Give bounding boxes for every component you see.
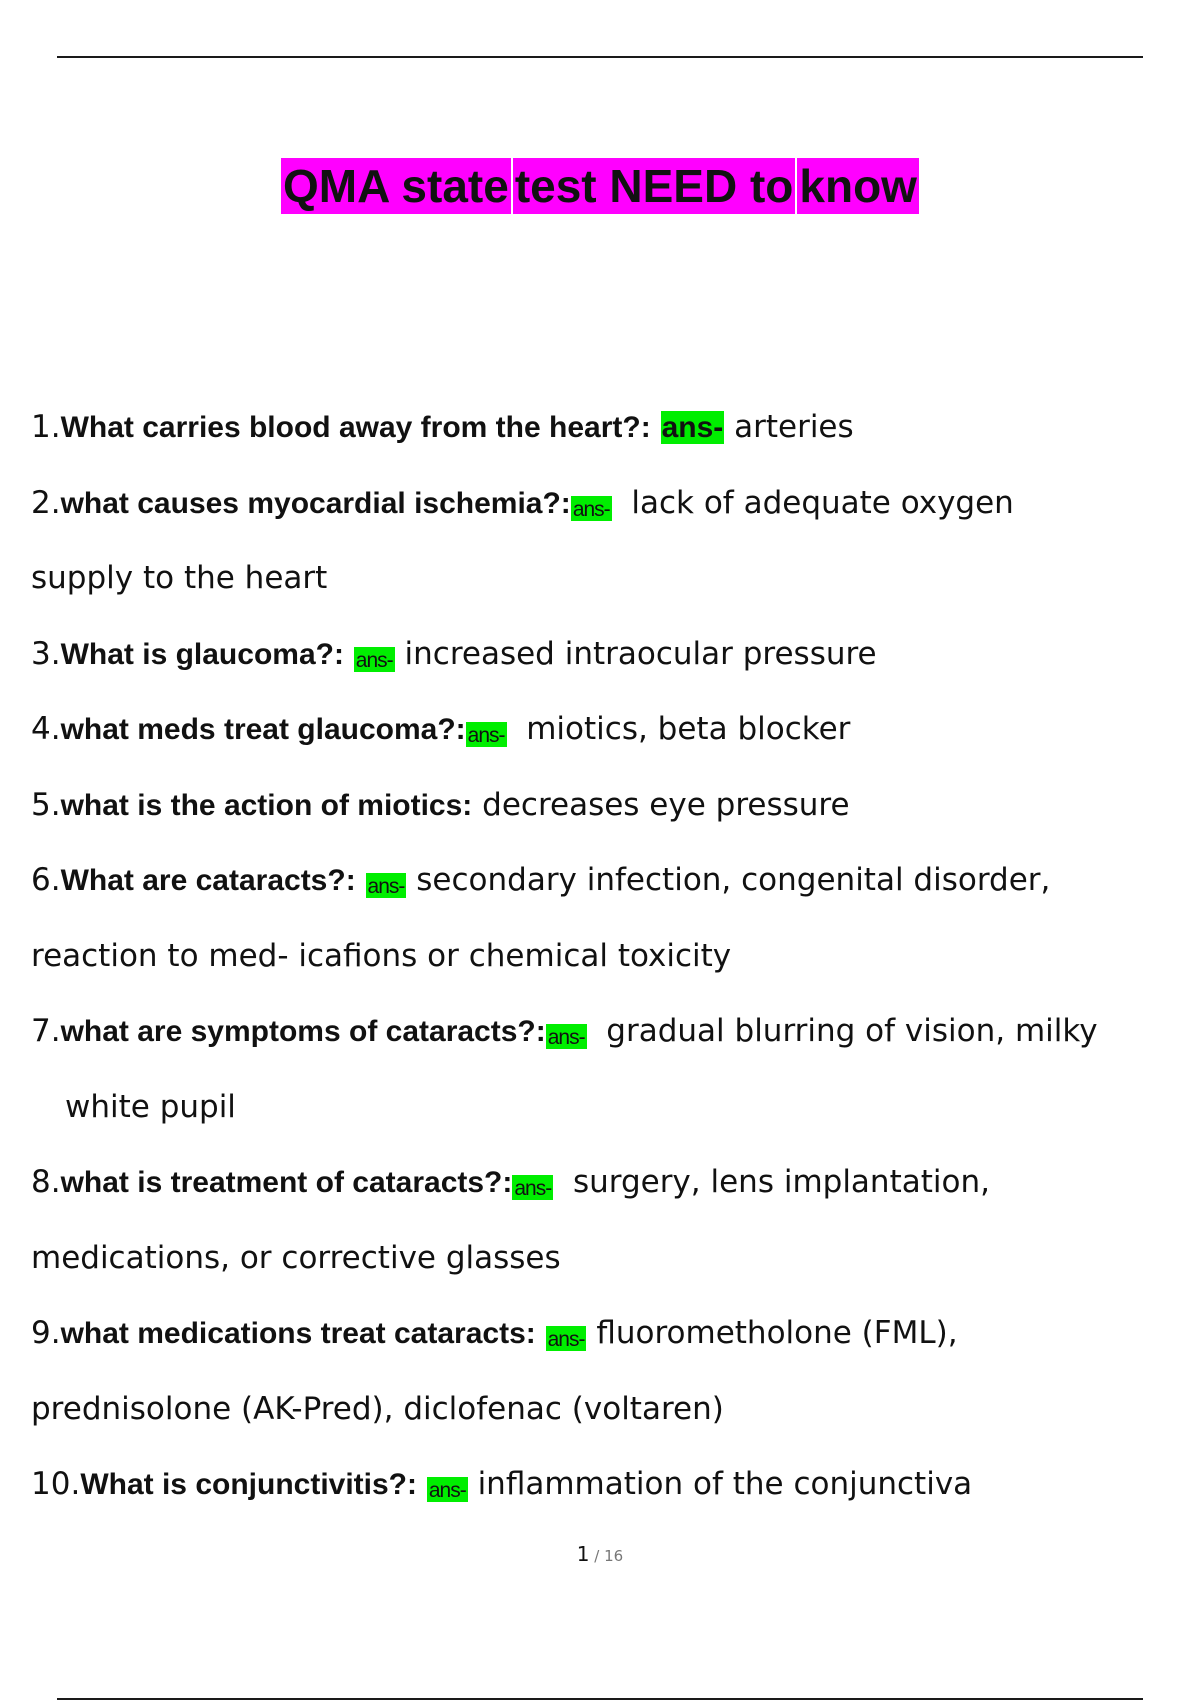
title-word-1: QMA state bbox=[283, 160, 509, 212]
ans-label: ans- bbox=[514, 1177, 552, 1200]
item-number: 8. bbox=[31, 1164, 61, 1200]
answer-continuation: supply to the heart bbox=[31, 560, 328, 596]
question-text: what is treatment of cataracts?: bbox=[60, 1166, 513, 1199]
answer-text: surgery, lens implantation, bbox=[553, 1164, 990, 1200]
qa-item-9 bbox=[31, 1296, 1181, 1372]
question-text: What is glaucoma?: bbox=[60, 637, 344, 671]
qa-item-7 bbox=[31, 994, 1181, 1070]
question-text: What are cataracts?: bbox=[60, 864, 356, 897]
page-number bbox=[0, 1542, 1200, 1566]
item-number: 2. bbox=[31, 484, 61, 521]
item-number: 9. bbox=[31, 1315, 61, 1351]
question-text: what meds treat glaucoma?: bbox=[60, 713, 466, 746]
ans-label: ans- bbox=[547, 1328, 585, 1351]
qa-item-3 bbox=[31, 617, 1181, 693]
item-number: 6. bbox=[31, 862, 61, 898]
qa-item-1 bbox=[31, 390, 1181, 466]
qa-item-8 bbox=[31, 1145, 1181, 1221]
qa-item-10 bbox=[31, 1447, 1181, 1523]
title-word-3: know bbox=[799, 160, 917, 212]
answer-text: lack of adequate oxygen bbox=[611, 484, 1014, 521]
qa-list bbox=[31, 390, 1181, 1523]
answer-continuation: white pupil bbox=[65, 1088, 236, 1125]
page-total: / 16 bbox=[589, 1547, 624, 1565]
ans-label: ans- bbox=[467, 724, 505, 747]
answer-text: gradual blurring of vision, milky bbox=[586, 1013, 1098, 1049]
qa-item-4 bbox=[31, 692, 1181, 768]
question-text: what are symptoms of cataracts?: bbox=[60, 1015, 546, 1048]
question-text: What is conjunctivitis?: bbox=[80, 1468, 417, 1501]
answer-text: miotics, beta blocker bbox=[506, 711, 851, 747]
qa-item-2 bbox=[31, 466, 1181, 542]
item-number: 5. bbox=[31, 786, 61, 823]
qa-item-6 bbox=[31, 843, 1181, 919]
page-current: 1 bbox=[576, 1542, 590, 1566]
answer-text: increased intraocular pressure bbox=[394, 635, 877, 672]
title-block bbox=[0, 158, 1200, 214]
question-text: what causes myocardial ischemia?: bbox=[60, 486, 571, 520]
item-number: 1. bbox=[31, 409, 61, 445]
page-title bbox=[281, 158, 919, 214]
ans-label: ans- bbox=[547, 1026, 585, 1049]
item-number: 3. bbox=[31, 635, 61, 672]
answer-text: inflammation of the conjunctiva bbox=[467, 1466, 973, 1502]
ans-label: ans- bbox=[355, 648, 393, 672]
answer-text: decreases eye pressure bbox=[472, 786, 850, 823]
answer-text: secondary infection, congenital disorder, bbox=[406, 862, 1051, 898]
ans-label: ans- bbox=[661, 411, 724, 444]
answer-continuation: reaction to med- icafions or chemical toxicity bbox=[31, 937, 732, 974]
title-word-2: test NEED to bbox=[514, 160, 794, 212]
answer-text: fluorometholone (FML), bbox=[586, 1315, 958, 1351]
question-text: what medications treat cataracts: bbox=[60, 1317, 536, 1350]
top-rule bbox=[57, 56, 1143, 58]
answer-text: arteries bbox=[724, 409, 854, 445]
ans-label: ans- bbox=[367, 875, 405, 898]
ans-label: ans- bbox=[428, 1479, 466, 1502]
question-text: what is the action of miotics: bbox=[60, 788, 473, 822]
ans-label: ans- bbox=[572, 497, 610, 521]
answer-continuation: medications, or corrective glasses bbox=[31, 1239, 561, 1276]
qa-item-5 bbox=[31, 768, 1181, 844]
item-number: 4. bbox=[31, 711, 61, 747]
item-number: 7. bbox=[31, 1013, 61, 1049]
answer-continuation: prednisolone (AK-Pred), diclofenac (voltaren) bbox=[31, 1390, 724, 1427]
question-text: What carries blood away from the heart?: bbox=[60, 411, 651, 444]
item-number: 10. bbox=[31, 1466, 81, 1502]
